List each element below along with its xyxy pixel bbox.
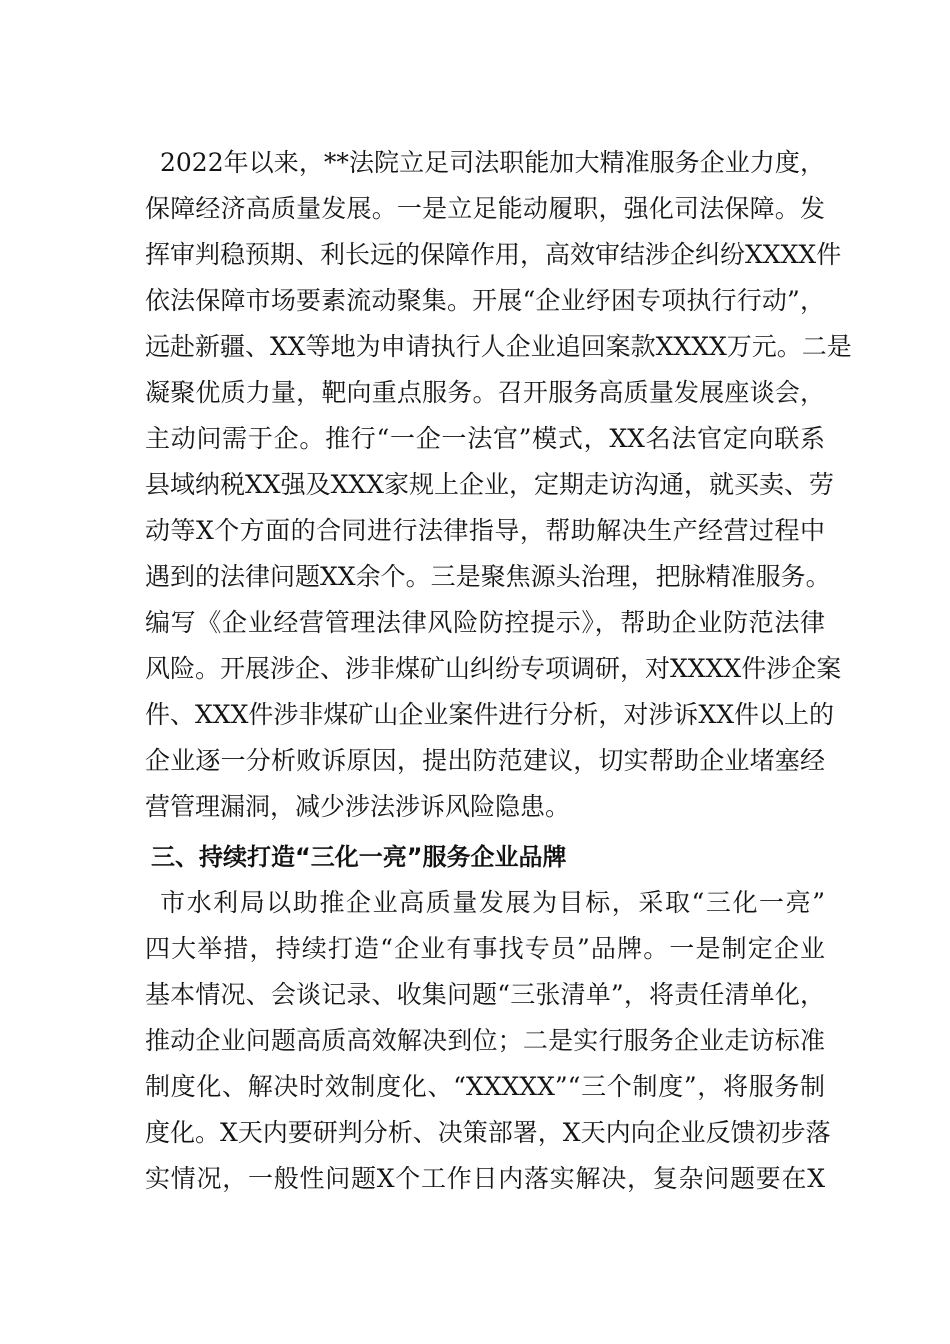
text-line: 遇到的法律问题XX余个。三是聚焦源头治理，把脉精准服务。 bbox=[145, 562, 831, 591]
text-line: 营管理漏洞，减少涉法涉诉风险隐患。 bbox=[145, 792, 571, 821]
text-line: 件、XXX件涉非煤矿山企业案件进行分析，对涉诉XX件以上的 bbox=[145, 700, 834, 729]
text-line: 依法保障市场要素流动聚集。开展“企业纾困专项执行行动”， bbox=[145, 286, 825, 315]
text-line: 实情况，一般性问题X个工作日内落实解决，复杂问题要在X bbox=[145, 1164, 825, 1193]
text-line: 主动问需于企。推行“一企一法官”模式，XX名法官定向联系 bbox=[145, 424, 825, 453]
text-line: 市水利局以助推企业高质量发展为目标，采取“三化一亮” bbox=[160, 888, 825, 917]
paragraph-court-services bbox=[145, 140, 852, 830]
text-line: 推动企业问题高质高效解决到位；二是实行服务企业走访标准 bbox=[145, 1026, 825, 1055]
text-line: 远赴新疆、XX等地为申请执行人企业追回案款XXXX万元。二是 bbox=[145, 332, 852, 361]
text-line: 风险。开展涉企、涉非煤矿山纠纷专项调研，对XXXX件涉企案 bbox=[145, 654, 842, 683]
text-line: 度化。X天内要研判分析、决策部署，X天内向企业反馈初步落 bbox=[145, 1118, 831, 1147]
text-line: 四大举措，持续打造“企业有事找专员”品牌。一是制定企业 bbox=[145, 934, 825, 963]
text-line: 挥审判稳预期、利长远的保障作用，高效审结涉企纠纷XXXX件 bbox=[145, 240, 842, 269]
paragraph-water-bureau bbox=[145, 880, 831, 1202]
text-line: 2022年以来，**法院立足司法职能加大精准服务企业力度， bbox=[160, 148, 825, 177]
text-line: 保障经济高质量发展。一是立足能动履职，强化司法保障。发 bbox=[145, 194, 825, 223]
text-line: 企业逐一分析败诉原因，提出防范建议，切实帮助企业堵塞经 bbox=[145, 746, 825, 775]
text-line: 制度化、解决时效制度化、“XXXXX”“三个制度”，将服务制 bbox=[145, 1072, 825, 1101]
text-line: 县域纳税XX强及XXX家规上企业，定期走访沟通，就买卖、劳 bbox=[145, 470, 834, 499]
text-line: 基本情况、会谈记录、收集问题“三张清单”，将责任清单化， bbox=[145, 980, 825, 1009]
document-body bbox=[145, 140, 852, 1202]
section-heading: 三、持续打造“三化一亮”服务企业品牌 bbox=[151, 843, 567, 871]
text-line: 动等X个方面的合同进行法律指导，帮助解决生产经营过程中 bbox=[145, 516, 825, 545]
text-line: 凝聚优质力量，靶向重点服务。召开服务高质量发展座谈会， bbox=[145, 378, 825, 407]
text-line: 编写《企业经营管理法律风险防控提示》，帮助企业防范法律 bbox=[145, 608, 825, 637]
